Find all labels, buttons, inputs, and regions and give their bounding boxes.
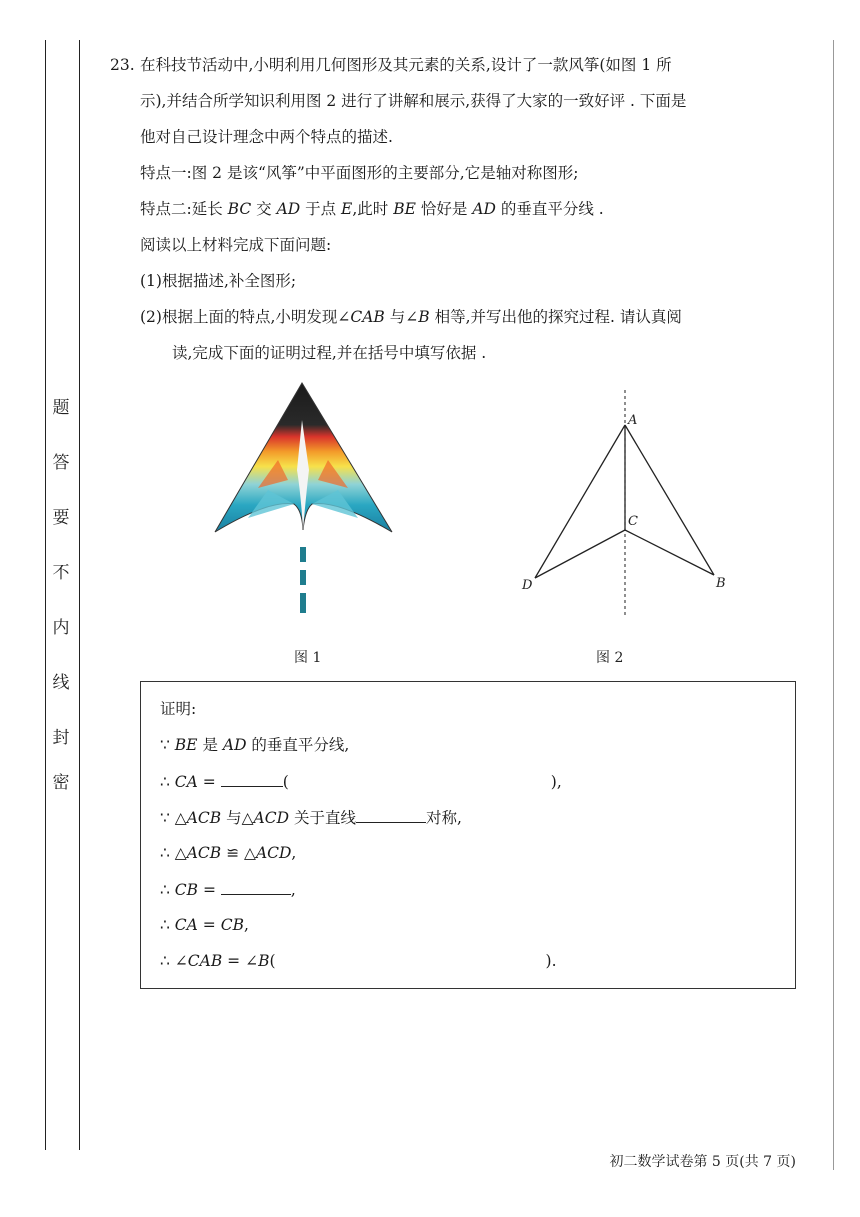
margin-char: 内	[52, 618, 70, 638]
segment-AD	[535, 425, 625, 578]
figure-1-caption: 图 1	[294, 650, 322, 666]
proof-box	[140, 681, 796, 989]
answer-blank[interactable]	[221, 879, 291, 895]
margin-char: 答	[52, 453, 70, 473]
proof-line-5: ∴ CB = ,	[160, 881, 296, 899]
margin-line-outer	[45, 40, 46, 1150]
figure-2-geometry	[510, 385, 750, 625]
read-instruction: 阅读以上材料完成下面问题:	[140, 236, 332, 254]
kite-tail-segment	[300, 593, 306, 613]
part-two: (2)根据上面的特点,小明发现∠CAB 与∠B 相等,并写出他的探究过程. 请认真阅	[140, 308, 682, 326]
margin-line-inner	[79, 40, 80, 1150]
answer-blank[interactable]	[221, 771, 283, 787]
question-line-1: 在科技节活动中,小明利用几何图形及其元素的关系,设计了一款风筝(如图 1 所	[140, 56, 672, 74]
question-line-2: 示),并结合所学知识利用图 2 进行了讲解和展示,获得了大家的一致好评 . 下面是	[140, 92, 687, 110]
margin-char: 要	[52, 508, 70, 528]
kite-tail-segment	[300, 570, 306, 585]
kite-tail-segment	[300, 547, 306, 562]
margin-char: 封	[52, 728, 70, 748]
proof-line-1: ∵ BE 是 AD 的垂直平分线,	[160, 736, 350, 754]
margin-char: 线	[52, 673, 70, 693]
figure-1-kite	[208, 380, 408, 620]
proof-line-6: ∴ CA = CB,	[160, 916, 249, 934]
proof-line-4: ∴ △ACB ≌ △ACD,	[160, 844, 297, 862]
answer-blank[interactable]	[356, 807, 426, 823]
label-B: B	[716, 576, 726, 591]
proof-title: 证明:	[160, 700, 197, 718]
proof-line-2: ∴ CA = ( ),	[160, 773, 562, 791]
label-A: A	[628, 413, 638, 428]
feature-one: 特点一:图 2 是该“风筝”中平面图形的主要部分,它是轴对称图形;	[140, 164, 579, 182]
question-number: 23.	[110, 56, 135, 74]
question-line-3: 他对自己设计理念中两个特点的描述.	[140, 128, 393, 146]
part-one: (1)根据描述,补全图形;	[140, 272, 297, 290]
part-two-line-2: 读,完成下面的证明过程,并在括号中填写依据 .	[172, 344, 487, 362]
feature-two: 特点二:延长 BC 交 AD 于点 E,此时 BE 恰好是 AD 的垂直平分线 .	[140, 200, 604, 218]
margin-char: 密	[52, 773, 70, 793]
margin-char: 不	[52, 563, 70, 583]
label-C: C	[628, 514, 638, 529]
page-footer: 初二数学试卷第 5 页(共 7 页)	[609, 1154, 796, 1170]
proof-line-7: ∴ ∠CAB = ∠B( ).	[160, 952, 557, 970]
right-edge-line	[833, 40, 834, 1170]
label-D: D	[522, 578, 533, 593]
figure-2-caption: 图 2	[596, 650, 624, 666]
margin-char: 题	[52, 398, 70, 418]
proof-line-3: ∵ △ACB 与△ACD 关于直线 对称,	[160, 809, 462, 827]
